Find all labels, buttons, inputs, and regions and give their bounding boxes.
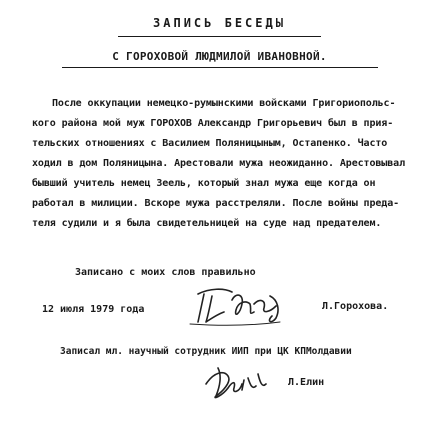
body-line: тельских отношениях с Василием Поляницыным, Остапенко. Часто [32, 138, 388, 149]
witness-name: Л.Горохова. [322, 301, 389, 312]
document-subtitle: С ГОРОХОВОЙ ЛЮДМИЛОЙ ИВАНОВНОЙ. [112, 50, 327, 63]
recorder-note: Записал мл. научный сотрудник ИИП при ЦК КПМолдавии [60, 346, 352, 357]
witness-signature [180, 282, 290, 332]
body-line: бывший учитель немец Зеель, который знал мужа еще когда он [32, 178, 376, 189]
interview-date: 12 июля 1979 года [42, 304, 145, 315]
title-underline [118, 36, 321, 37]
body-line: кого района мой муж ГОРОХОВ Александр Григорьевич был в прия- [32, 118, 394, 129]
body-line: работал в милиции. Вскоре мужа расстреляли. После войны преда- [32, 198, 400, 209]
recorder-signature [200, 362, 280, 402]
recorded-note: Записано с моих слов правильно [75, 267, 256, 278]
subtitle-underline [62, 67, 378, 68]
body-line: теля судили и я была свидетельницей на суде над предателем. [32, 218, 382, 229]
body-line: ходил в дом Поляницына. Арестовали мужа неожиданно. Арестовывал [32, 158, 405, 169]
recorder-name: Л.Елин [288, 377, 325, 388]
document-title: ЗАПИСЬ БЕСЕДЫ [153, 16, 286, 30]
body-line: После оккупации немецко-румынскими войсками Григориопольс- [52, 98, 396, 109]
